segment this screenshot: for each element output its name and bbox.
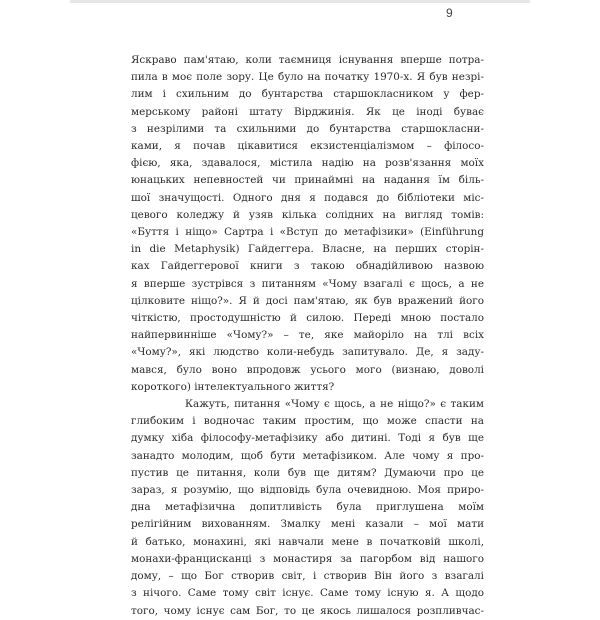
page-number: 9 xyxy=(446,6,453,20)
text-line: дому, – що Бог створив світ, і створив Він його з взагалі xyxy=(131,570,484,583)
text-line: зараз, я розумію, що відповідь була очевидною. Моя приро- xyxy=(131,484,484,497)
text-line: занадто молодим, щоб бути метафізиком. Але чому я про- xyxy=(131,449,484,462)
text-line: пустив це питання, коли був ще дитям? Думаючи про це xyxy=(131,466,484,479)
text-line: Кажуть, питання «Чому є щось, а не ніщо?» є таким xyxy=(185,398,484,411)
text-line: шої значущості. Одного дня я подався до бібліотеки міс- xyxy=(131,191,484,204)
text-line: цевого коледжу й узяв кілька солідних на вигляд томів: xyxy=(131,208,484,221)
text-line: пила в моє поле зору. Це було на початку 1970-х. Я був незрі- xyxy=(131,71,484,84)
text-line: чіткістю, простодушністю й силою. Переді мною постало xyxy=(131,312,484,325)
text-line: «Буття і ніщо» Сартра і «Вступ до метафізики» (Einführung xyxy=(131,226,484,239)
text-line: ками, я почав цікавитися екзистенціалізмом – філосо- xyxy=(131,140,484,153)
paragraph-2 xyxy=(131,396,484,620)
text-line: з незрілими та схильними до бунтарства старшокласни- xyxy=(131,122,484,135)
top-divider xyxy=(70,0,530,3)
paragraph-1 xyxy=(131,52,484,396)
text-line: Яскраво пам'ятаю, коли таємниця існування вперше потра- xyxy=(131,54,484,66)
text-line: юнацьких непевностей чи принаймні на надання їм біль- xyxy=(131,174,484,187)
text-line: «Чому?», які людство коли-небудь запитувало. Де, я заду- xyxy=(131,346,484,359)
text-line: дна метафізична допитливість була приглушена моїм xyxy=(131,501,484,514)
text-line: цілковите ніщо?». Я й досі пам'ятаю, як був вражений його xyxy=(131,294,484,307)
text-line: монахи-францисканці з монастиря за пагорбом від нашого xyxy=(131,552,484,565)
text-line: короткого) інтелектуального життя? xyxy=(131,380,335,393)
text-line: найпервинніше «Чому?» – те, яке майоріло на тлі всіх xyxy=(131,329,484,342)
text-line: ках Гайдеггерової книги з такою обнадійливою назвою xyxy=(131,260,484,273)
text-line: з нічого. Саме тому світ існує. Саме тому існую я. А щодо xyxy=(131,587,484,600)
text-line: фією, яка, здавалося, містила надію на розв'язання моїх xyxy=(131,157,484,170)
text-line: лим і схильним до бунтарства старшокласником у фер- xyxy=(131,88,484,101)
text-line: того, чому існує сам Бог, то це якось лишалося розпливчас- xyxy=(131,604,484,617)
text-line: мався, було воно впродовж усього мого (визнаю, доволі xyxy=(131,363,484,376)
text-line: in die Metaphysik) Гайдеггера. Власне, на перших сторін- xyxy=(131,243,484,256)
text-line: релігійним вихованням. Змалку мені казали – мої мати xyxy=(131,518,484,531)
book-text xyxy=(131,52,484,620)
text-line: глибоким і водночас таким простим, що може спасти на xyxy=(131,415,484,428)
text-line: мерському районі штату Вірджинія. Як це іноді буває xyxy=(131,105,484,118)
text-line: я вперше зустрівся з питанням «Чому взагалі є щось, а не xyxy=(131,277,484,290)
text-line: й батько, монахині, які навчали мене в початковій школі, xyxy=(131,535,484,548)
text-line: думку хіба філософу-метафізику або дитині. Тоді я був ще xyxy=(131,432,484,445)
